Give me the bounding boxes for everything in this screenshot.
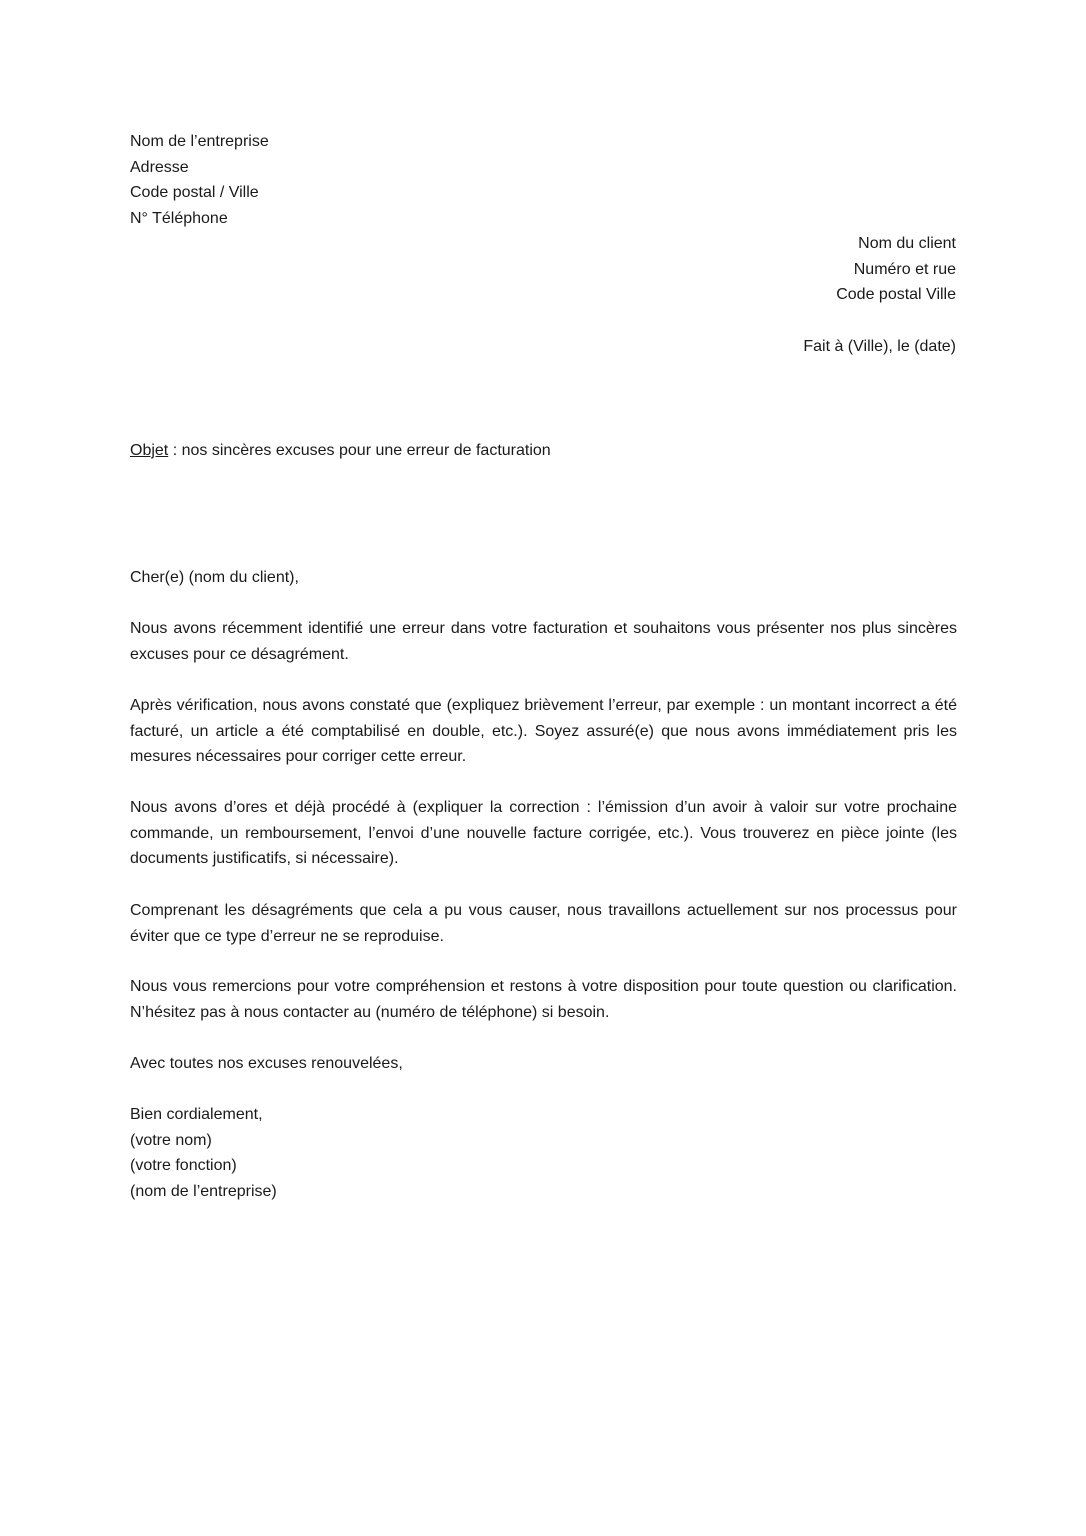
paragraph-5: Nous vous remercions pour votre compréhension et restons à votre disposition pour toute question ou clarification. N’hésitez pas à nous contacter au (numéro de téléphone) si besoin. [130,978,957,1021]
recipient-postal-city: Code postal Ville [836,286,956,304]
signature-salutation: Bien cordialement, [130,1106,263,1123]
recipient-street: Numéro et rue [853,260,956,278]
closing-line: Avec toutes nos excuses renouvelées, [130,1055,403,1072]
sender-company: Nom de l’entreprise [130,133,269,150]
signature-role: (votre fonction) [130,1157,237,1175]
sender-phone: N° Téléphone [130,209,228,227]
paragraph-3: Nous avons d’ores et déjà procédé à (expliquer la correction : l’émission d’un avoir à valoir sur votre prochaine commande, un remboursement, l’envoi d’une nouvelle facture corrigée, etc.). Vous trouverez en pièce jointe (les documents justificatifs, si nécessaire). [130,799,957,868]
signature-block [130,1102,957,1204]
sender-postal-city: Code postal / Ville [130,184,259,202]
place-date: Fait à (Ville), le (date) [803,338,956,355]
greeting: Cher(e) (nom du client), [130,569,299,586]
recipient-name: Nom du client [858,235,956,252]
sender-address: Adresse [130,158,189,176]
recipient-block [556,231,956,308]
paragraph-4: Comprenant les désagréments que cela a pu vous causer, nous travaillons actuellement sur nos processus pour éviter que ce type d’erreur ne se reproduise. [130,902,957,945]
subject-line [130,438,957,464]
signature-name: (votre nom) [130,1131,212,1149]
signature-company: (nom de l’entreprise) [130,1182,277,1200]
subject-label: Objet [130,442,169,459]
subject-text: : nos sincères excuses pour une erreur de facturation [168,442,551,459]
sender-block [130,129,530,231]
paragraph-1: Nous avons récemment identifié une erreur dans votre facturation et souhaitons vous présenter nos plus sincères excuses pour ce désagrément. [130,620,957,663]
paragraph-2: Après vérification, nous avons constaté que (expliquez brièvement l’erreur, par exemple : un montant incorrect a été facturé, un article a été comptabilisé en double, etc.). Soyez assuré(e) que nous avons immédiatement pris les mesures nécessaires pour corriger cette erreur. [130,697,957,766]
